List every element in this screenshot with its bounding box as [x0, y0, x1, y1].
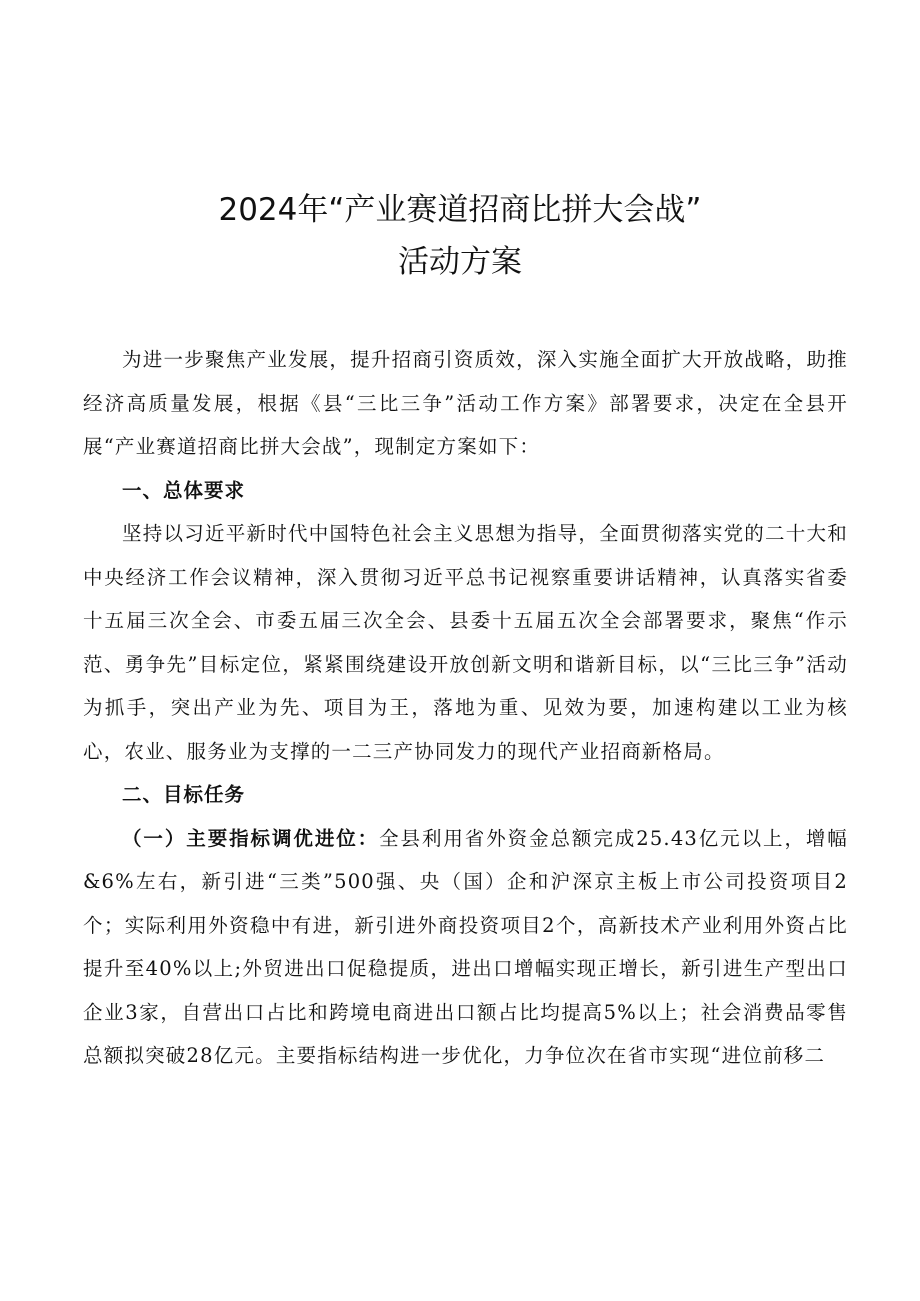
section-1-paragraph: 坚持以习近平新时代中国特色社会主义思想为指导，全面贯彻落实党的二十大和中央经济工作会议精神，深入贯彻习近平总书记视察重要讲话精神，认真落实省委十五届三次全会、市委五届三次全会、县委十五届五次全会部署要求，聚焦“作示范、勇争先”目标定位，紧紧围绕建设开放创新文明和谐新目标，以“三比三争”活动为抓手，突出产业为先、项目为王，落地为重、见效为要，加速构建以工业为核心，农业、服务业为支撑的一二三产协同发力的现代产业招商新格局。 — [83, 522, 848, 763]
document-title-line-2: 活动方案 — [398, 244, 522, 280]
section-2-sub-1-body: 全县利用省外资金总额完成25.43亿元以上，增幅&6%左右，新引进“三类”500强、央（国）企和沪深京主板上市公司投资项目2个；实际利用外资稳中有进，新引进外商投资项目2个，高新技术产业利用外资占比提升至40%以上;外贸进出口促稳提质，进出口增幅实现正增长，新引进生产型出口企业3家，自营出口占比和跨境电商进出口额占比均提高5%以上；社会消费品零售总额拟突破28亿元。主要指标结构进一步优化，力争位次在省市实现“进位前移二 — [83, 826, 849, 1067]
section-1-heading: 一、总体要求 — [122, 478, 246, 502]
document-title-line-1: 2024年“产业赛道招商比拼大会战” — [218, 192, 702, 228]
intro-paragraph: 为进一步聚焦产业发展，提升招商引资质效，深入实施全面扩大开放战略，助推经济高质量发展，根据《县“三比三争”活动工作方案》部署要求，决定在全县开展“产业赛道招商比拼大会战”，现制定方案如下： — [83, 348, 848, 458]
section-2-sub-1-label: （一）主要指标调优进位： — [122, 826, 380, 850]
document-body — [83, 338, 848, 1078]
section-2-sub-1-paragraph — [83, 817, 848, 1078]
section-2-heading: 二、目标任务 — [122, 783, 246, 806]
